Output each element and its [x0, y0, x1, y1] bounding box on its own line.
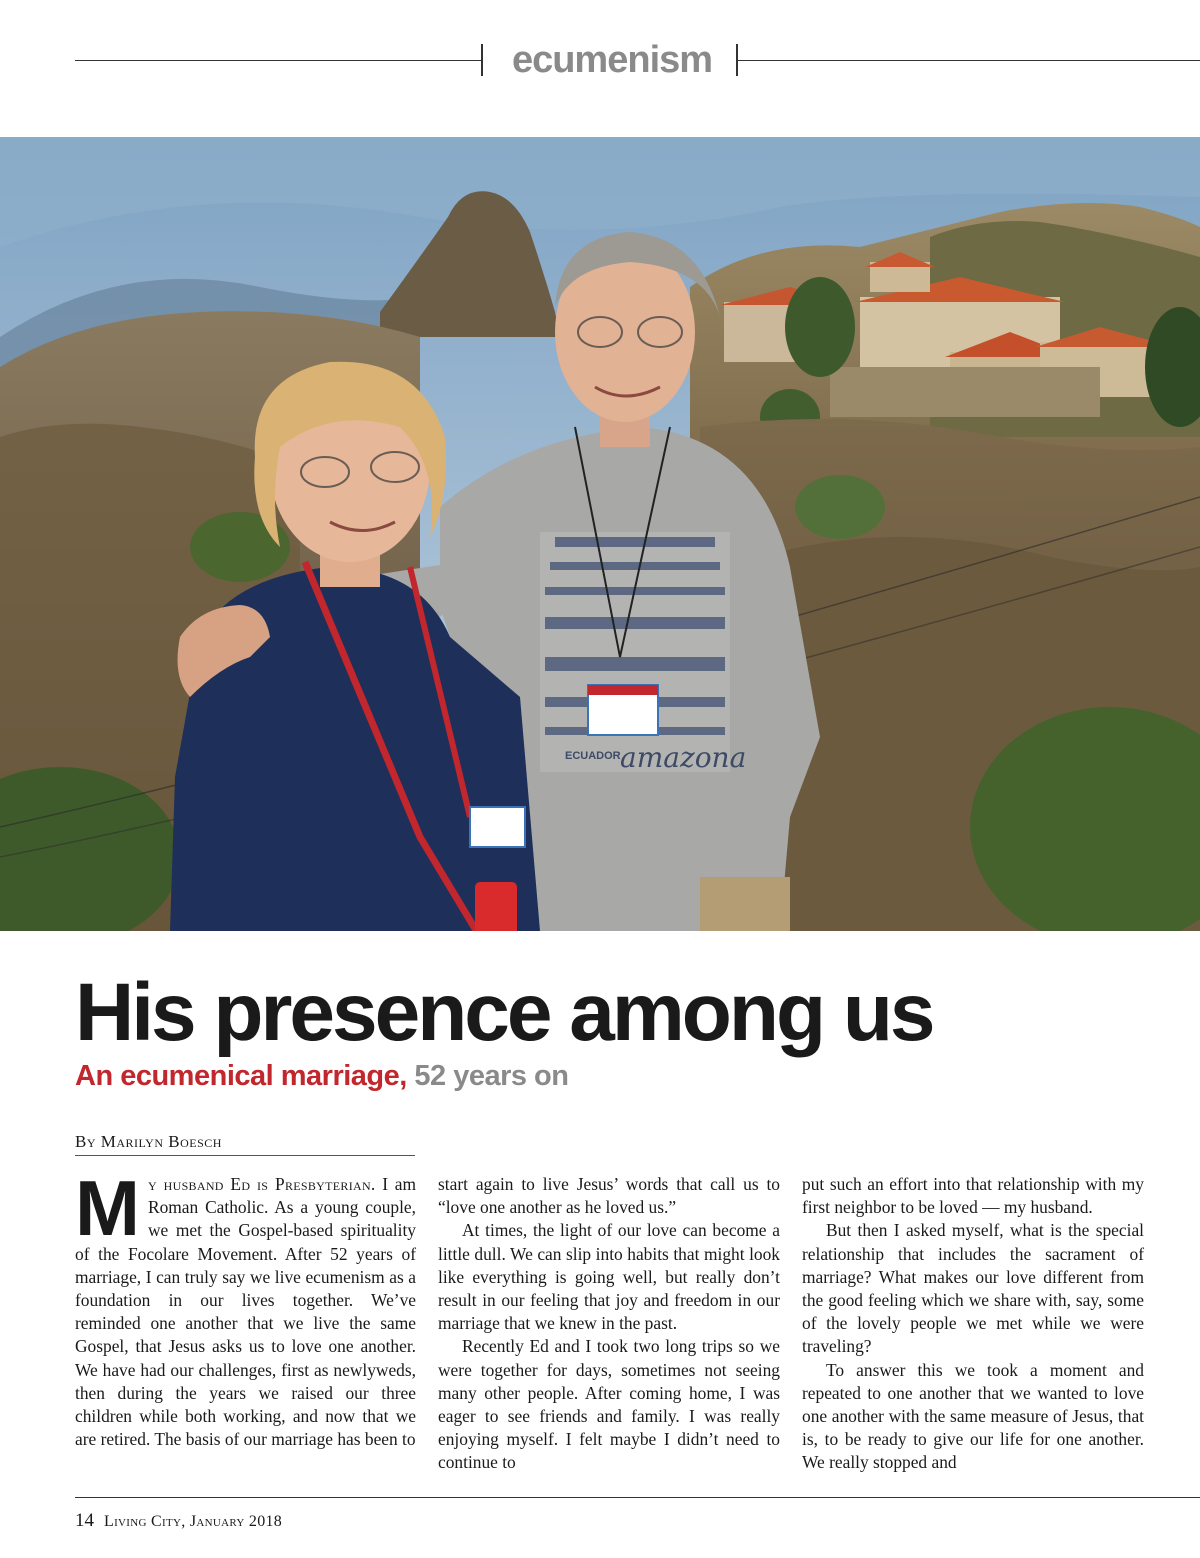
header-rule-left	[75, 60, 483, 61]
col2-paragraph-1: start again to live Jesus’ words that call us to “love one another as he loved us.”	[438, 1174, 780, 1218]
photo-illustration	[0, 137, 1200, 931]
magazine-issue: Living City, January 2018	[104, 1513, 283, 1530]
col2-paragraph-3: Recently Ed and I took two long trips so we were together for days, sometimes not seeing many other people. After coming home, I was eager to see friends and family. I was really enjoying myself. I felt maybe I didn’t need to continue to	[438, 1336, 780, 1473]
col2-paragraph-2: At times, the light of our love can become a little dull. We can slip into habits that might look like everything is going well, but really don’t result in our feeling that joy and freedom in our marriage that we knew in the past.	[438, 1220, 780, 1334]
column-1	[75, 1164, 416, 1451]
shirt-text: amazona	[620, 741, 747, 774]
byline-rule	[75, 1155, 415, 1156]
header-tick-left	[481, 44, 483, 76]
col3-paragraph-2: But then I asked myself, what is the special relationship that includes the sacrament of marriage? What makes our love different from the good feeling which we share with, say, some of the lovely people we met while we were traveling?	[802, 1220, 1144, 1357]
article-title: His presence among us	[75, 967, 933, 1058]
shirt-subtext: ECUADOR	[565, 750, 621, 762]
paragraph-lead	[75, 1164, 416, 1451]
section-label: ecumenism	[511, 39, 713, 81]
byline: By Marilyn Boesch	[75, 1132, 222, 1151]
section-header	[0, 38, 1200, 82]
page-footer	[75, 1510, 282, 1533]
subtitle-gray: 52 years on	[414, 1060, 569, 1092]
page-number: 14	[75, 1510, 94, 1531]
header-rule-right	[738, 60, 1200, 61]
col3-paragraph-1: put such an effort into that relationship with my first neighbor to be loved — my husband.	[802, 1174, 1144, 1218]
article-photo	[0, 137, 1200, 931]
subtitle-red: An ecumenical marriage,	[75, 1060, 407, 1092]
lead-smallcaps: y husband Ed is Presbyterian. I	[147, 1174, 389, 1194]
article-subtitle	[75, 1056, 1075, 1096]
col1-text: am Roman Catholic. As a young couple, we met the Gospel-based spirituality of the Focolare Movement. After 52 years of marriage, I can truly say we live ecumenism as a foundation in our lives together. We’ve reminded one another that we live the same Gospel, that Jesus asks us to love one another. We have had our challenges, first as newlyweds, then during the years we raised our three children while both working, and now that we are retired. The basis of our marriage has been to	[75, 1174, 416, 1450]
drop-cap: M	[75, 1164, 140, 1252]
footer-rule	[75, 1497, 1200, 1498]
col3-paragraph-3: To answer this we took a moment and repeated to one another that we wanted to love one another with the same measure of Jesus, that is, to be ready to give our life for one another. We really stopped and	[802, 1359, 1144, 1473]
column-3	[802, 1173, 1144, 1475]
column-2	[438, 1173, 780, 1475]
